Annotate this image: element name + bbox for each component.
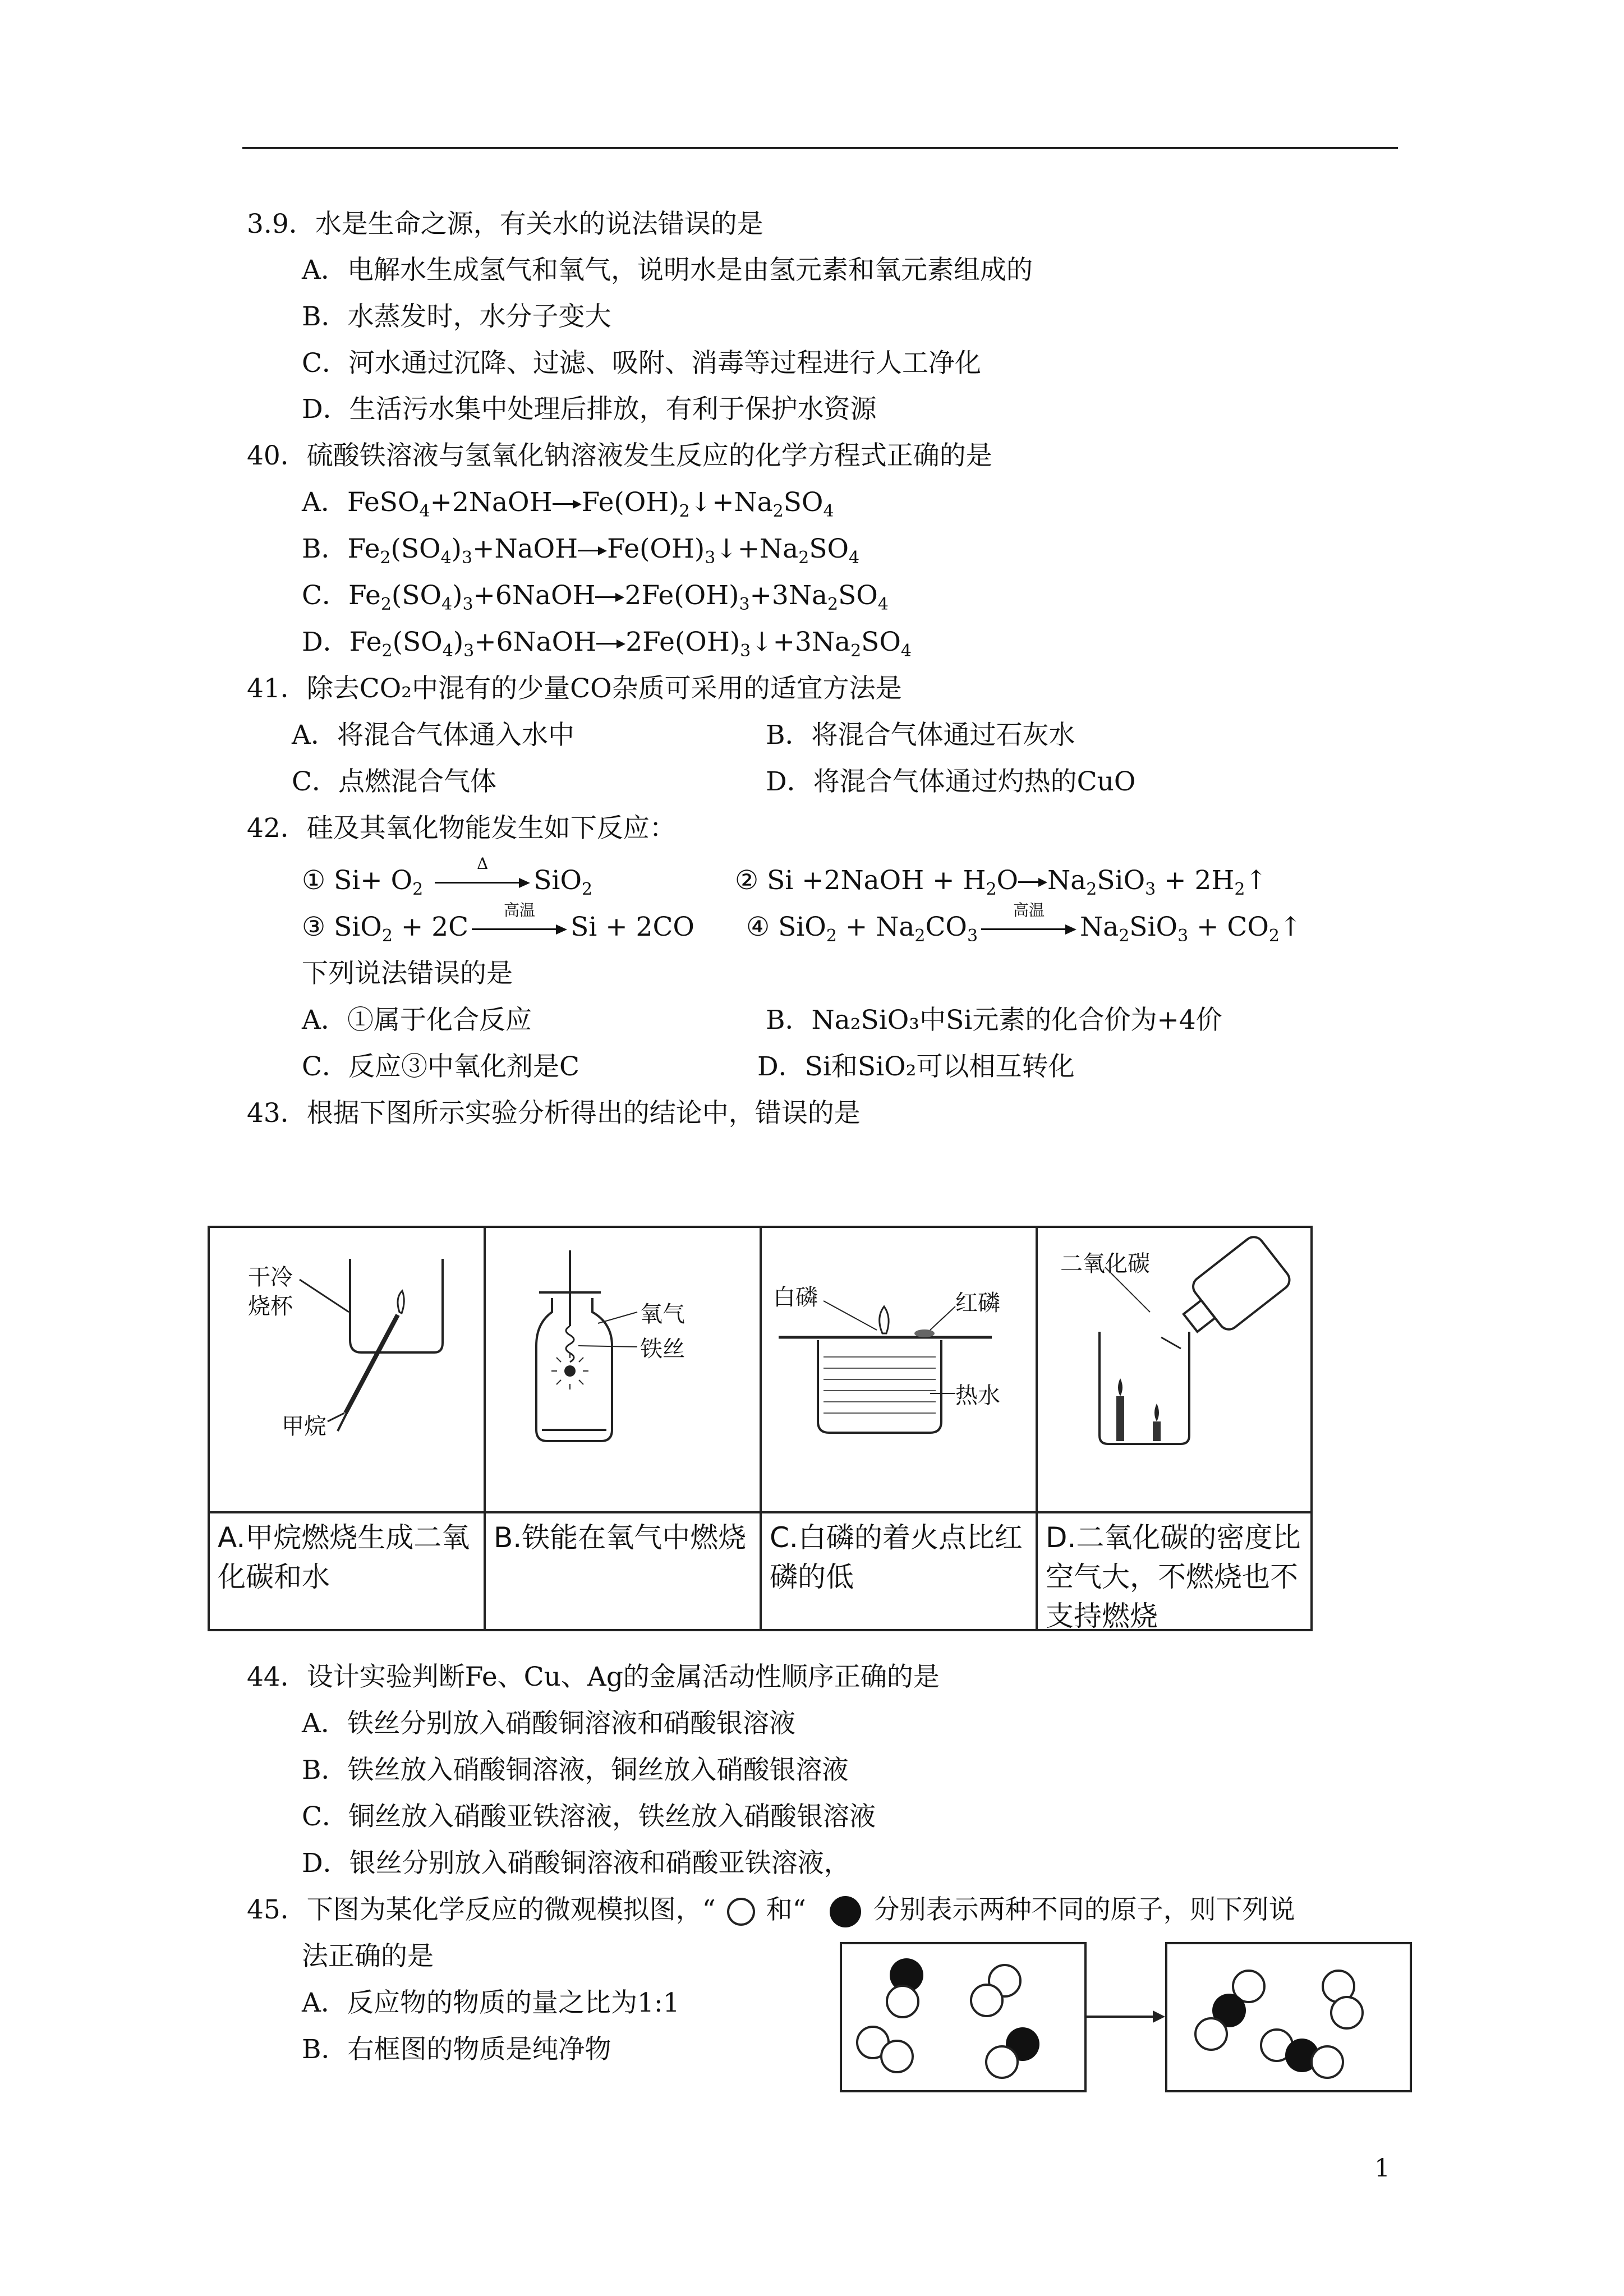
caption-a: A.甲烷燃烧生成二氧化碳和水 [218,1521,470,1593]
q41-option-a: A．将混合气体通入水中 [292,720,574,751]
q39-stem: 3.9．水是生命之源，有关水的说法错误的是 [247,209,763,240]
q39-option-c: C．河水通过沉降、过滤、吸附、消毒等过程进行人工净化 [302,348,981,379]
caption-row [210,1511,1310,1632]
q45-stem-part3: 分别表示两种不同的原子，则下列说 [873,1894,1295,1925]
hollow-circle-icon [724,1898,758,1926]
q41-option-b: B．将混合气体通过石灰水 [766,720,1075,751]
page-number: 1 [1374,2154,1390,2183]
q44-option-b: B．铁丝放入硝酸铜溶液，铜丝放入硝酸银溶液 [302,1755,849,1786]
product-molecules [1167,1944,1410,2090]
q44-stem: 44．设计实验判断Fe、Cu、Ag的金属活动性顺序正确的是 [247,1662,940,1692]
experiment-figure-table [208,1226,1313,1631]
label-beaker: 烧杯 [248,1294,293,1319]
q40-option-c: C．$Fe_2(SO_4)_3+6NaOH$ $2Fe(OH)_3+3Na_2SO_4$ [302,580,889,614]
co2-candles-illustration [1038,1228,1312,1508]
iron-oxygen-illustration [486,1228,760,1508]
q44-option-c: C．铜丝放入硝酸亚铁溶液，铁丝放入硝酸银溶液 [302,1801,876,1832]
q45-stem-line2: 法正确的是 [302,1941,434,1972]
q41-option-c: C．点燃混合气体 [292,766,496,797]
q44-option-a: A．铁丝分别放入硝酸铜溶液和硝酸银溶液 [302,1708,795,1739]
q42-stem: 42．硅及其氧化物能发生如下反应： [247,813,676,844]
q42-option-c: C．反应③中氧化剂是C [302,1051,579,1082]
q41-option-d: D．将混合气体通过灼热的CuO [766,766,1136,797]
label-methane: 甲烷 [282,1414,326,1439]
reactant-molecules [842,1944,1084,2090]
q45-stem-part2: 和“ [766,1894,806,1925]
caption-b: B.铁能在氧气中燃烧 [494,1521,747,1554]
heat-condition: Δ [477,854,489,873]
q45-option-a: A．反应物的物质的量之比为1:1 [302,1987,680,2018]
label-iron-wire: 铁丝 [640,1336,685,1362]
q39-option-b: B．水蒸发时，水分子变大 [302,301,611,332]
q44-option-d: D．银丝分别放入硝酸铜溶液和硝酸亚铁溶液， [302,1848,850,1879]
caption-c: C.白磷的着火点比红磷的低 [770,1521,1023,1593]
high-temp-condition: 高温 [504,901,536,919]
caption-d: D.二氧化碳的密度比空气大，不燃烧也不支持燃烧 [1046,1521,1301,1632]
q42-option-b: B．Na₂SiO₃中Si元素的化合价为+4价 [766,1005,1222,1036]
q40-option-d: D．$Fe_2(SO_4)_3+6NaOH$ $2Fe(OH)_3↓+3Na_2SO_4$ [302,627,912,661]
phosphorus-illustration [762,1228,1036,1508]
q40-stem: 40．硫酸铁溶液与氢氧化钠溶液发生反应的化学方程式正确的是 [247,440,992,471]
label-co2: 二氧化碳 [1060,1251,1150,1277]
methane-beaker-illustration [210,1228,484,1508]
q42-reaction-3: ③ SiO$_2$ + 2C 高温 Si + 2CO [302,901,694,946]
reactants-box [840,1942,1087,2092]
high-temp-condition-2: 高温 [1013,901,1045,919]
q42-reaction-2: ② Si +2NaOH + $H_2O$ $Na_2SiO_3$ + $2H_2↑$ [735,865,1267,899]
reaction-arrow-icon [1087,2008,1165,2025]
q39-option-d: D．生活污水集中处理后排放，有利于保护水资源 [302,394,877,425]
q45-stem [247,1893,1295,1929]
label-dry-cold: 干冷 [248,1264,293,1290]
q42-sub-stem: 下列说法错误的是 [302,958,513,989]
header-rule [242,147,1398,149]
q42-option-a: A．①属于化合反应 [302,1005,532,1036]
label-oxygen: 氧气 [640,1301,685,1327]
products-box [1165,1942,1412,2092]
label-red-phosphorus: 红磷 [955,1290,1000,1316]
label-hot-water: 热水 [955,1383,1000,1409]
q42-option-d: D．Si和SiO₂可以相互转化 [757,1051,1075,1082]
q42-reaction-4: ④ $SiO_2 + Na_2CO_3$ 高温 $Na_2SiO_3$ + $CO_2↑$ [746,901,1302,946]
q40-option-a: A．FeSO$_4$+2NaOH $Fe(OH)_2↓+Na_2SO_4$ [302,487,834,521]
q45-stem-part1: 45．下图为某化学反应的微观模拟图，“ [247,1894,716,1925]
experiment-cell-b [486,1228,762,1629]
q41-stem: 41．除去CO₂中混有的少量CO杂质可采用的适宜方法是 [247,673,902,704]
q40-option-b: B．$Fe_2(SO_4)_3+NaOH$ $Fe(OH)_3↓+Na_2SO_4$ [302,533,860,568]
q45-option-b: B．右框图的物质是纯净物 [302,2034,611,2065]
q42-reaction-1: ① $Si+ O_2$ Δ SiO$_2$ [302,854,593,899]
q39-option-a: A．电解水生成氢气和氧气，说明水是由氢元素和氧元素组成的 [302,255,1033,286]
solid-circle-icon [815,1895,865,1929]
q43-stem: 43．根据下图所示实验分析得出的结论中，错误的是 [247,1098,861,1129]
label-white-phosphorus: 白磷 [773,1285,818,1310]
